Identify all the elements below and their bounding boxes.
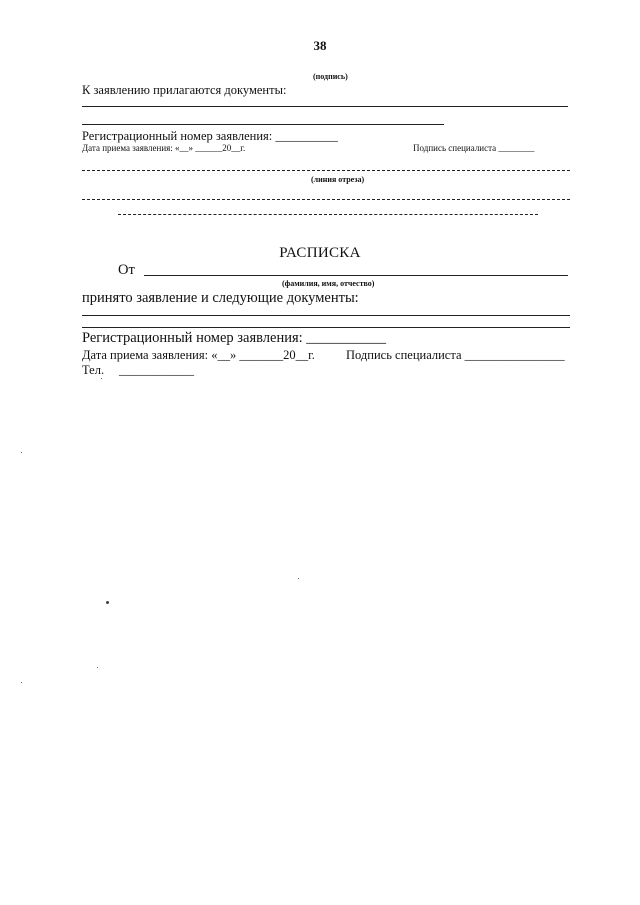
attached-documents-label: К заявлению прилагаются документы: [82,83,287,97]
from-label: От [118,262,135,278]
scan-speck [21,452,22,453]
receipt-documents-line-1 [82,315,570,316]
cut-line-caption: (линия отреза) [311,175,365,184]
receipt-title: РАСПИСКА [279,245,361,261]
accepted-documents-text: принято заявление и следующие документы: [82,290,359,306]
receipt-specialist-signature-label: Подпись специалиста ________________ [346,348,565,362]
specialist-signature-label: Подпись специалиста ________ [413,143,535,153]
fio-line [144,275,568,276]
documents-line-1 [82,106,568,107]
scan-speck [101,378,102,379]
fio-caption: (фамилия, имя, отчество) [282,279,375,288]
cut-line [82,170,570,171]
phone-label: Тел. [82,363,105,377]
dashed-separator-1 [82,199,570,200]
scan-speck [106,601,109,604]
date-label: Дата приема заявления: «__» ______20__г. [82,143,246,153]
receipt-reg-number-label: Регистрационный номер заявления: ___________ [82,330,387,346]
receipt-date-label: Дата приема заявления: «__» _______20__г. [82,348,315,362]
scan-speck [298,578,299,579]
phone-blank: ____________ [119,363,194,377]
signature-caption: (подпись) [313,72,348,81]
scan-speck [21,682,22,683]
documents-line-2 [82,124,444,125]
scan-speck [97,667,98,668]
dashed-separator-2 [118,214,538,215]
receipt-documents-line-2 [82,327,570,328]
page-number: 38 [313,38,327,53]
reg-number-label: Регистрационный номер заявления: __________ [82,129,338,143]
